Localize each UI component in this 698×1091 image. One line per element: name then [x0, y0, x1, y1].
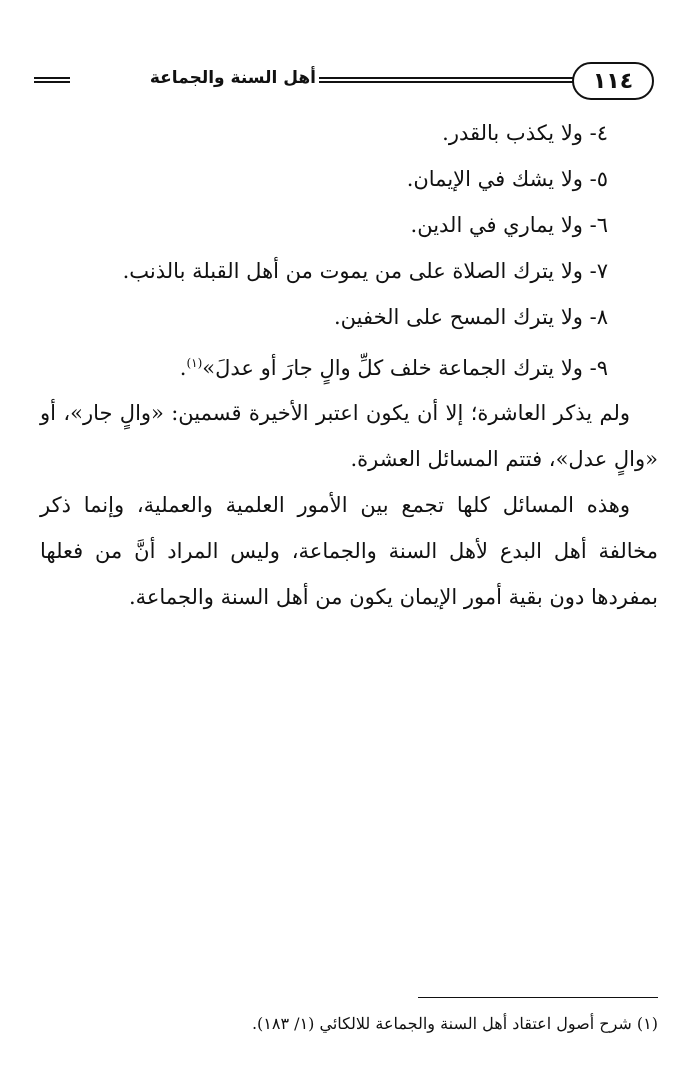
- list-item-5: ٥- ولا يشك في الإيمان.: [406, 167, 608, 191]
- footnote-reference[interactable]: (١): [186, 356, 203, 370]
- list-item-7: ٧- ولا يترك الصلاة على من يموت من أهل القبلة بالذنب.: [122, 259, 608, 283]
- list-item-6: ٦- ولا يماري في الدين.: [410, 213, 608, 237]
- main-text: [40, 110, 658, 620]
- header-rule-right: [319, 77, 574, 83]
- header-rule-left: [34, 77, 70, 83]
- footnote: (١) شرح أصول اعتقاد أهل السنة والجماعة للالكائي (١/ ١٨٣).: [251, 1014, 658, 1033]
- page-number: ١١٤: [572, 62, 654, 100]
- list-item-8: ٨- ولا يترك المسح على الخفين.: [333, 305, 608, 329]
- list-item-9-text: ٩- ولا يترك الجماعة خلف كلِّ والٍ جارَ أو عدلَ»: [202, 356, 608, 380]
- paragraph-1: ولم يذكر العاشرة؛ إلا أن يكون اعتبر الأخيرة قسمين: «والٍ جار»، أو «والٍ عدل»، فتتم المسائل العشرة.: [40, 401, 658, 471]
- footnote-separator: [418, 997, 658, 998]
- paragraph-2: وهذه المسائل كلها تجمع بين الأمور العلمية والعملية، وإنما ذكر مخالفة أهل البدع لأهل السنة والجماعة، وليس المراد أنَّ من فعلها بمفردها دون بقية أمور الإيمان يكون من أهل السنة والجماعة.: [40, 493, 658, 609]
- running-title: أهل السنة والجماعة: [149, 68, 316, 88]
- running-header: [34, 62, 654, 102]
- list-item-4: ٤- ولا يكذب بالقدر.: [442, 121, 608, 145]
- list-item-9: [40, 340, 658, 386]
- list-item-9-end: .: [179, 356, 187, 380]
